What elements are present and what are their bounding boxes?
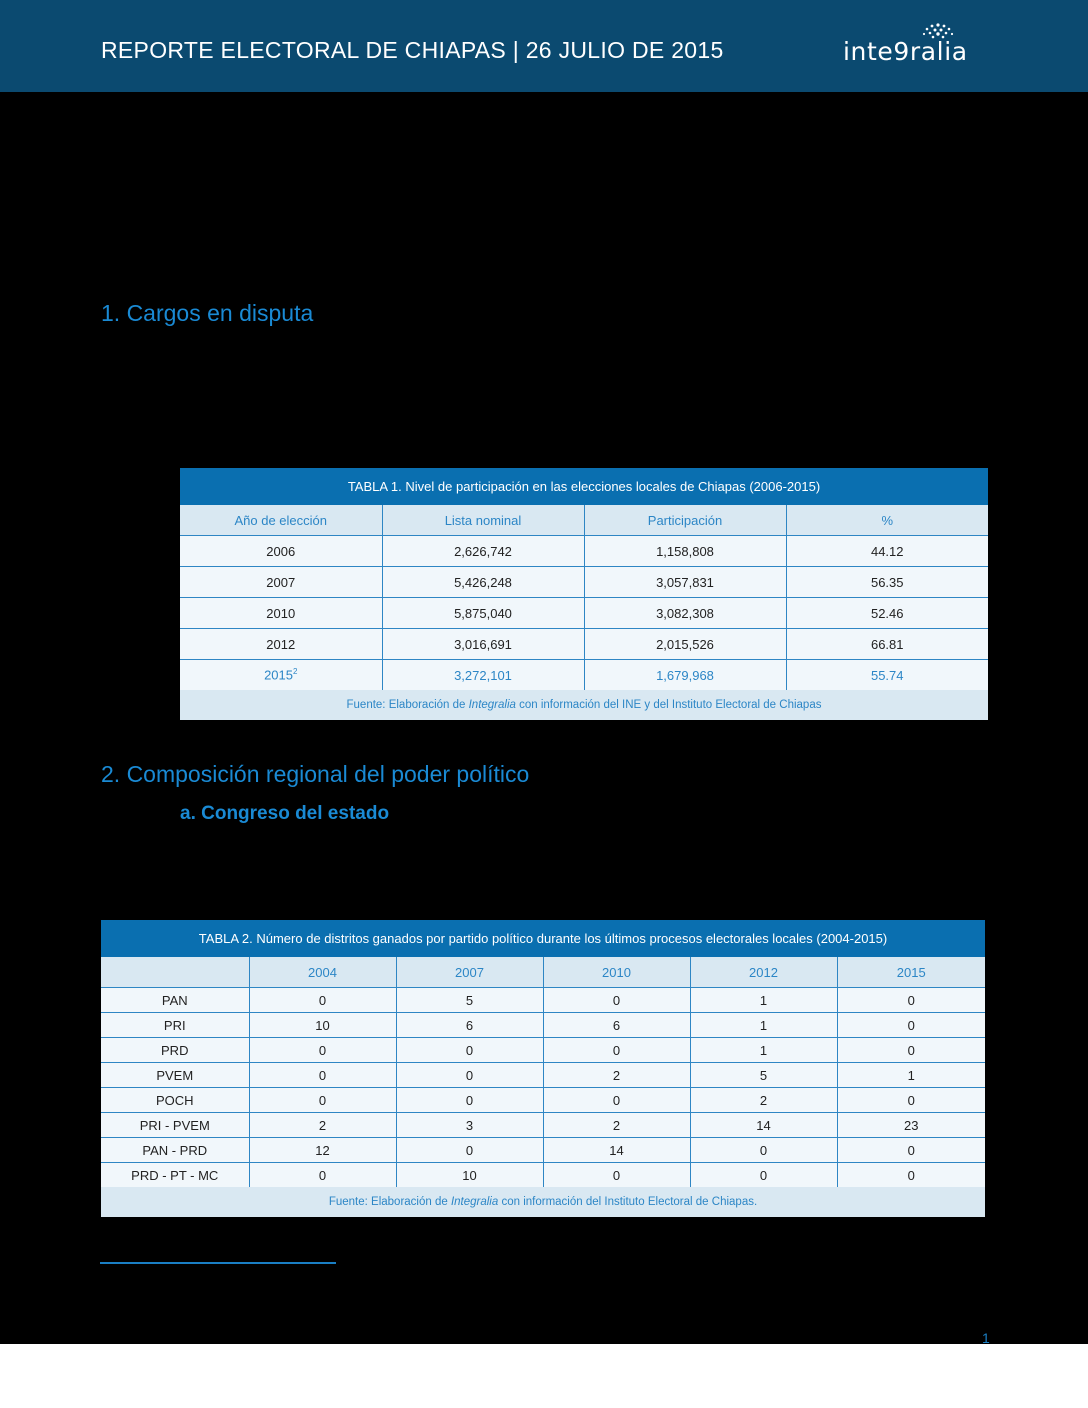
table-cell: 0 xyxy=(837,988,985,1013)
table-cell: 3,016,691 xyxy=(382,629,584,660)
table-row xyxy=(101,1113,985,1138)
source-text: con información del INE y del Instituto Electoral de Chiapas xyxy=(515,699,822,711)
table-cell: 1 xyxy=(690,988,837,1013)
table-1-source xyxy=(180,690,988,720)
table-cell: 5,875,040 xyxy=(382,598,584,629)
table-cell: 2012 xyxy=(180,629,382,660)
table-row xyxy=(180,629,988,660)
party-name-cell: PAN xyxy=(101,988,249,1013)
table-cell: 0 xyxy=(543,1088,690,1113)
participation-table xyxy=(180,468,988,720)
section-1-heading: 1. Cargos en disputa xyxy=(101,300,314,326)
table-row xyxy=(101,1163,985,1188)
column-header: 2010 xyxy=(543,957,690,988)
table-cell: 2,626,742 xyxy=(382,536,584,567)
source-text: Fuente: Elaboración de xyxy=(328,1196,451,1208)
table-row xyxy=(101,1088,985,1113)
table-cell: 0 xyxy=(837,1163,985,1188)
column-header: Participación xyxy=(584,505,786,536)
table-cell: 2 xyxy=(690,1088,837,1113)
table-cell: 0 xyxy=(543,988,690,1013)
party-name-cell: PAN - PRD xyxy=(101,1138,249,1163)
districts-table xyxy=(101,920,985,1217)
table-cell: 0 xyxy=(249,1163,396,1188)
table-1-caption: TABLA 1. Nivel de participación en las elecciones locales de Chiapas (2006-2015) xyxy=(180,468,988,505)
report-title: REPORTE ELECTORAL DE CHIAPAS | 26 JULIO DE 2015 xyxy=(101,37,724,63)
table-cell xyxy=(180,660,382,691)
table-cell: 0 xyxy=(837,1038,985,1063)
column-header: % xyxy=(786,505,988,536)
table-cell: 0 xyxy=(690,1138,837,1163)
table-cell: 14 xyxy=(690,1113,837,1138)
table-cell: 0 xyxy=(543,1163,690,1188)
table-cell: 10 xyxy=(249,1013,396,1038)
table-cell: 5 xyxy=(690,1063,837,1088)
table-cell: 2010 xyxy=(180,598,382,629)
table-cell: 0 xyxy=(837,1088,985,1113)
table-cell: 2 xyxy=(249,1113,396,1138)
table-row xyxy=(180,567,988,598)
table-cell: 1 xyxy=(690,1013,837,1038)
header-bar xyxy=(0,0,1088,92)
party-name-cell: PRI xyxy=(101,1013,249,1038)
column-header: 2004 xyxy=(249,957,396,988)
table-2-source xyxy=(101,1187,985,1217)
section-2a-heading: a. Congreso del estado xyxy=(180,803,390,824)
table-cell: 0 xyxy=(396,1063,543,1088)
page-number: 1 xyxy=(982,1330,990,1346)
table-cell: 0 xyxy=(396,1038,543,1063)
table-row xyxy=(101,1038,985,1063)
table-cell: 2,015,526 xyxy=(584,629,786,660)
table-cell: 0 xyxy=(690,1163,837,1188)
table-cell: 66.81 xyxy=(786,629,988,660)
table-cell: 0 xyxy=(837,1013,985,1038)
table-cell: 2 xyxy=(543,1113,690,1138)
source-italic: Integralia xyxy=(468,699,516,711)
table-cell: 0 xyxy=(396,1138,543,1163)
party-name-cell: PRI - PVEM xyxy=(101,1113,249,1138)
footnote-mark[interactable]: 2 xyxy=(292,667,298,677)
integralia-logo xyxy=(843,22,988,72)
table-cell: 0 xyxy=(249,1063,396,1088)
table-cell: 2007 xyxy=(180,567,382,598)
table-cell: 3,082,308 xyxy=(584,598,786,629)
logo-wordmark: inte9ralia xyxy=(843,37,968,66)
table-cell: 2 xyxy=(543,1063,690,1088)
table-cell: 6 xyxy=(396,1013,543,1038)
table-cell: 0 xyxy=(249,1088,396,1113)
column-header: Año de elección xyxy=(180,505,382,536)
table-cell: 10 xyxy=(396,1163,543,1188)
table-row xyxy=(101,1138,985,1163)
source-italic: Integralia xyxy=(450,1196,499,1208)
footnote-divider xyxy=(100,1262,336,1264)
column-header: 2015 xyxy=(837,957,985,988)
table-2-caption: TABLA 2. Número de distritos ganados por partido político durante los últimos procesos electorales locales (2004-2015) xyxy=(101,920,985,957)
table-cell: 1,679,968 xyxy=(584,660,786,691)
table-cell: 52.46 xyxy=(786,598,988,629)
table-cell: 0 xyxy=(837,1138,985,1163)
table-cell: 0 xyxy=(543,1038,690,1063)
table-cell: 3 xyxy=(396,1113,543,1138)
source-text: Fuente: Elaboración de xyxy=(346,699,469,711)
table-cell: 1 xyxy=(690,1038,837,1063)
table-row xyxy=(101,1063,985,1088)
table-cell: 0 xyxy=(249,1038,396,1063)
table-cell: 3,272,101 xyxy=(382,660,584,691)
table-cell: 5 xyxy=(396,988,543,1013)
table-cell: 3,057,831 xyxy=(584,567,786,598)
column-header: Lista nominal xyxy=(382,505,584,536)
table-cell: 5,426,248 xyxy=(382,567,584,598)
table-cell: 23 xyxy=(837,1113,985,1138)
table-cell: 12 xyxy=(249,1138,396,1163)
party-name-cell: PRD xyxy=(101,1038,249,1063)
column-header xyxy=(101,957,249,988)
section-2-heading: 2. Composición regional del poder político xyxy=(101,761,530,787)
year-2015: 2015 xyxy=(264,667,293,683)
table-cell: 2006 xyxy=(180,536,382,567)
party-name-cell: PVEM xyxy=(101,1063,249,1088)
table-cell: 1 xyxy=(837,1063,985,1088)
table-cell: 55.74 xyxy=(786,660,988,691)
table-cell: 0 xyxy=(249,988,396,1013)
column-header: 2012 xyxy=(690,957,837,988)
table-cell: 6 xyxy=(543,1013,690,1038)
table-cell: 0 xyxy=(396,1088,543,1113)
highlight-row xyxy=(180,660,988,691)
table-row xyxy=(180,598,988,629)
table-row xyxy=(180,536,988,567)
table-cell: 44.12 xyxy=(786,536,988,567)
table-row xyxy=(101,988,985,1013)
table-cell: 56.35 xyxy=(786,567,988,598)
party-name-cell: POCH xyxy=(101,1088,249,1113)
column-header: 2007 xyxy=(396,957,543,988)
source-text: con información del Instituto Electoral de Chiapas. xyxy=(498,1196,758,1208)
table-cell: 1,158,808 xyxy=(584,536,786,567)
party-name-cell: PRD - PT - MC xyxy=(101,1163,249,1188)
table-row xyxy=(101,1013,985,1038)
table-cell: 14 xyxy=(543,1138,690,1163)
